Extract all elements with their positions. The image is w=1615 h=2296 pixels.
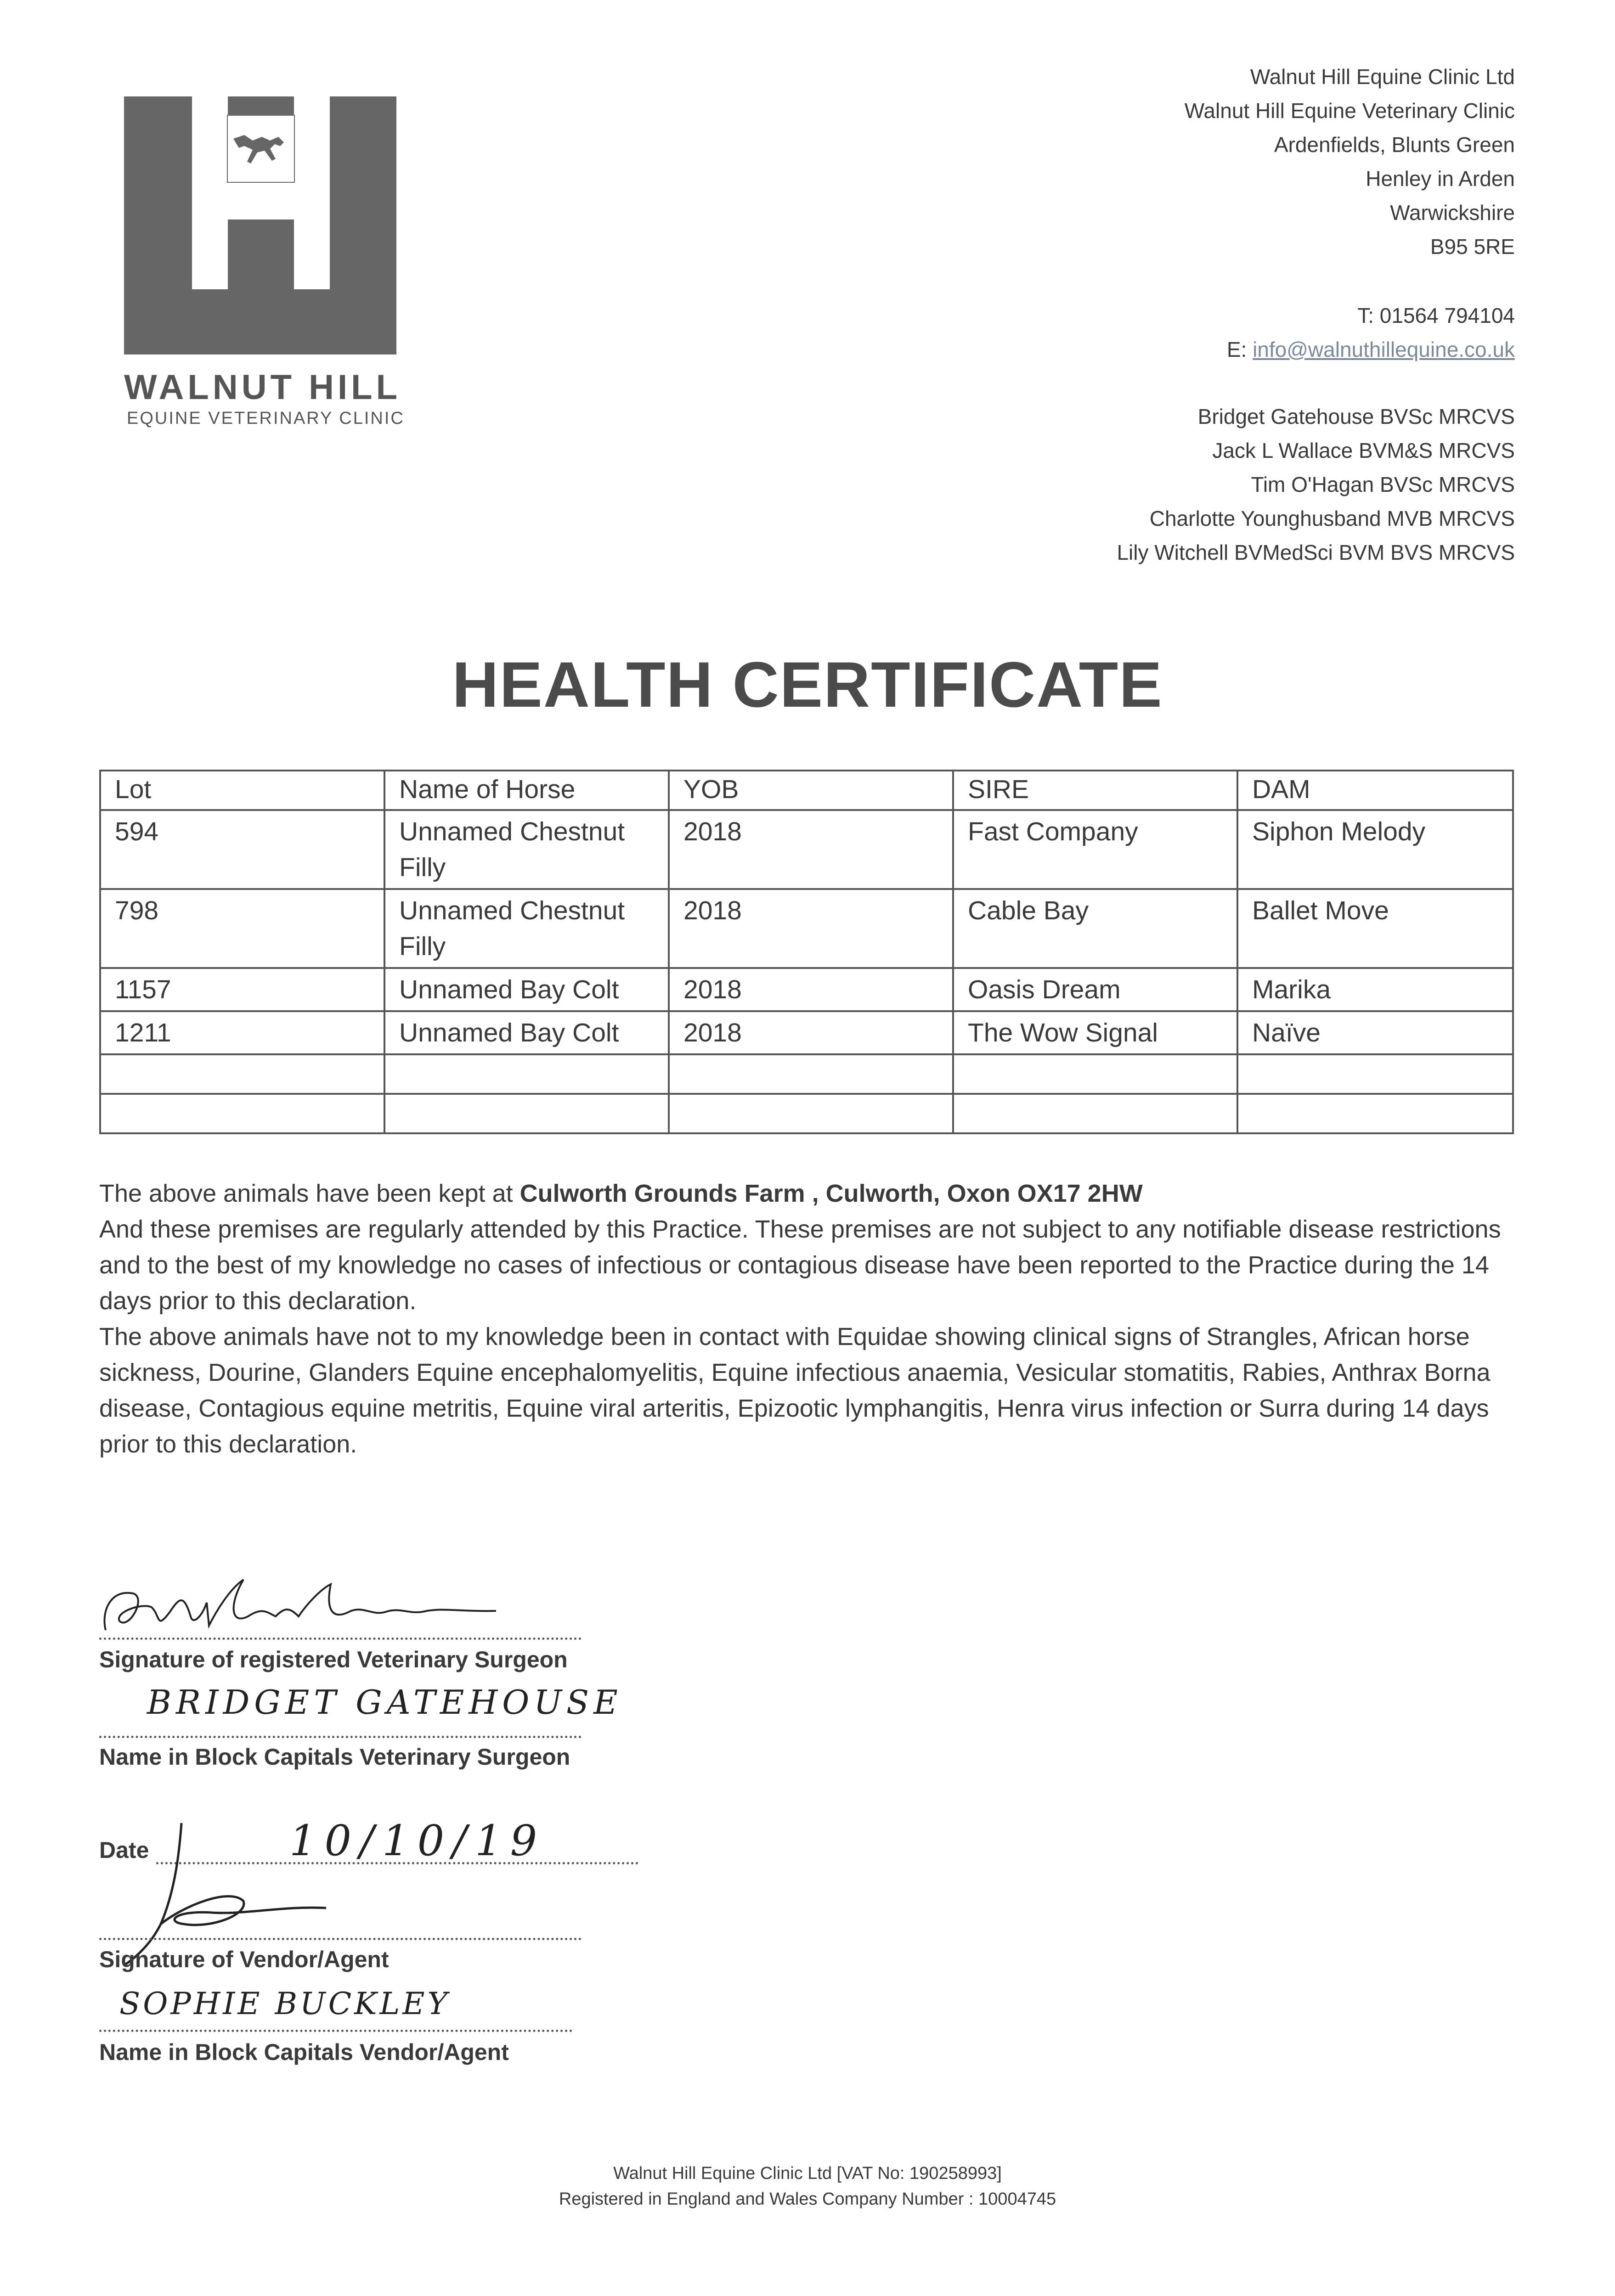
header-name: Name of Horse (384, 771, 669, 810)
cell-name (384, 810, 669, 889)
cell-empty (953, 1054, 1237, 1094)
declaration-paragraph-2: The above animals have not to my knowledge been in contact with Equidae showing clinical signs of Strangles, African horse sickness, Dourine, Glanders Equine encephalomyelitis, Equine infectious anaemia, Vesicular stomatitis, Rabies, Anthrax Borna disease, Contagious equine metritis, Equine viral arteritis, Epizootic lymphangitis, Henra virus infection or Surra during 14 days prior to this declaration. (99, 1323, 1491, 1458)
name-line: Unnamed Chestnut (399, 896, 625, 925)
address-line: Walnut Hill Equine Veterinary Clinic (1184, 99, 1515, 123)
email-link[interactable]: info@walnuthillequine.co.uk (1253, 338, 1515, 361)
address-line: Warwickshire (1390, 201, 1515, 225)
cell-yob: 2018 (669, 810, 953, 889)
footer-company: Registered in England and Wales Company Number : 10004745 (559, 2189, 1056, 2209)
cell-name: Unnamed Bay Colt (384, 968, 669, 1011)
cell-yob: 2018 (669, 1011, 953, 1054)
cell-dam: Siphon Melody (1237, 810, 1513, 889)
phone-number: T: 01564 794104 (1357, 304, 1515, 327)
name-line: Filly (399, 853, 446, 882)
email-prefix: E: (1226, 338, 1253, 361)
header-sire: SIRE (953, 771, 1237, 810)
vet-name: Tim O'Hagan BVSc MRCVS (1251, 473, 1515, 496)
declaration-paragraph-1: And these premises are regularly attended by this Practice. These premises are not subject to any notifiable disease restrictions and to the best of my knowledge no cases of infectious or contagious disease have been reported to the Practice during the 14 days prior to this declaration. (99, 1216, 1501, 1315)
cell-empty (384, 1054, 669, 1094)
cell-dam: Ballet Move (1237, 889, 1513, 968)
address-line: Ardenfields, Blunts Green (1274, 133, 1515, 157)
vendor-name-handwritten: SOPHIE BUCKLEY (119, 1986, 451, 2021)
clinic-logo (124, 96, 396, 355)
vendor-name-line (99, 2030, 572, 2032)
clinic-address (1185, 60, 1515, 264)
table-row (100, 810, 1513, 889)
cell-empty (953, 1094, 1237, 1133)
declaration-text (99, 1176, 1523, 1462)
cell-sire: The Wow Signal (953, 1011, 1237, 1054)
cell-yob: 2018 (669, 968, 953, 1011)
cell-lot: 594 (100, 810, 384, 889)
vet-name-handwritten: BRIDGET GATEHOUSE (147, 1683, 622, 1722)
vendor-name-label: Name in Block Capitals Vendor/Agent (99, 2039, 509, 2065)
cell-empty (669, 1094, 953, 1133)
vet-name: Lily Witchell BVMedSci BVM BVS MRCVS (1117, 540, 1515, 564)
horse-table (99, 770, 1514, 1134)
logo-subtitle: EQUINE VETERINARY CLINIC (127, 409, 405, 428)
cell-empty (384, 1094, 669, 1133)
header-yob: YOB (669, 771, 953, 810)
vet-name-label: Name in Block Capitals Veterinary Surgeon (99, 1744, 570, 1770)
cell-name: Unnamed Bay Colt (384, 1011, 669, 1054)
name-line: Filly (399, 932, 446, 961)
address-line: B95 5RE (1430, 235, 1515, 259)
vet-name-line (99, 1736, 582, 1738)
vendor-signature-line (99, 1938, 582, 1940)
table-row (100, 968, 1513, 1011)
premises-address: Culworth Grounds Farm , Culworth, Oxon OX17 2HW (520, 1180, 1143, 1207)
date-handwritten: 10/10/19 (289, 1816, 546, 1865)
cell-sire: Cable Bay (953, 889, 1237, 968)
vet-name: Jack L Wallace BVM&S MRCVS (1212, 439, 1515, 462)
table-row-empty (100, 1094, 1513, 1133)
logo-name: WALNUT HILL (124, 368, 401, 407)
table-header-row (100, 771, 1513, 810)
vet-signature-label: Signature of registered Veterinary Surgeon (99, 1647, 568, 1672)
vet-name: Bridget Gatehouse BVSc MRCVS (1197, 405, 1515, 428)
vendor-signature-label: Signature of Vendor/Agent (99, 1947, 389, 1972)
vet-list (1117, 400, 1515, 569)
cell-yob: 2018 (669, 889, 953, 968)
kept-prefix: The above animals have been kept at (99, 1180, 520, 1207)
table-row (100, 1011, 1513, 1054)
page-footer (0, 2161, 1615, 2212)
footer-vat: Walnut Hill Equine Clinic Ltd [VAT No: 190258993] (613, 2164, 1002, 2183)
header-lot: Lot (100, 771, 384, 810)
cell-name (384, 889, 669, 968)
kept-at-line (99, 1176, 1523, 1211)
cell-empty (1237, 1094, 1513, 1133)
cell-lot: 1157 (100, 968, 384, 1011)
name-line: Unnamed Chestnut (399, 817, 625, 846)
cell-empty (1237, 1054, 1513, 1094)
address-line: Henley in Arden (1366, 167, 1515, 191)
address-line: Walnut Hill Equine Clinic Ltd (1250, 65, 1515, 89)
vet-name: Charlotte Younghusband MVB MRCVS (1149, 506, 1515, 530)
email-line (1227, 332, 1515, 366)
logo-mark-icon (124, 96, 396, 355)
cell-sire: Oasis Dream (953, 968, 1237, 1011)
cell-lot: 798 (100, 889, 384, 968)
cell-lot: 1211 (100, 1011, 384, 1054)
cell-sire: Fast Company (953, 810, 1237, 889)
vet-signature-icon (92, 1561, 505, 1649)
header-dam: DAM (1237, 771, 1513, 810)
table-row (100, 889, 1513, 968)
cell-empty (669, 1054, 953, 1094)
table-row-empty (100, 1054, 1513, 1094)
cell-empty (100, 1094, 384, 1133)
cell-dam: Marika (1237, 968, 1513, 1011)
cell-dam: Naïve (1237, 1011, 1513, 1054)
vet-signature-line (99, 1638, 582, 1640)
clinic-contact (1227, 298, 1515, 366)
date-label: Date (99, 1837, 149, 1863)
cell-empty (100, 1054, 384, 1094)
page-title: HEALTH CERTIFICATE (452, 648, 1163, 720)
